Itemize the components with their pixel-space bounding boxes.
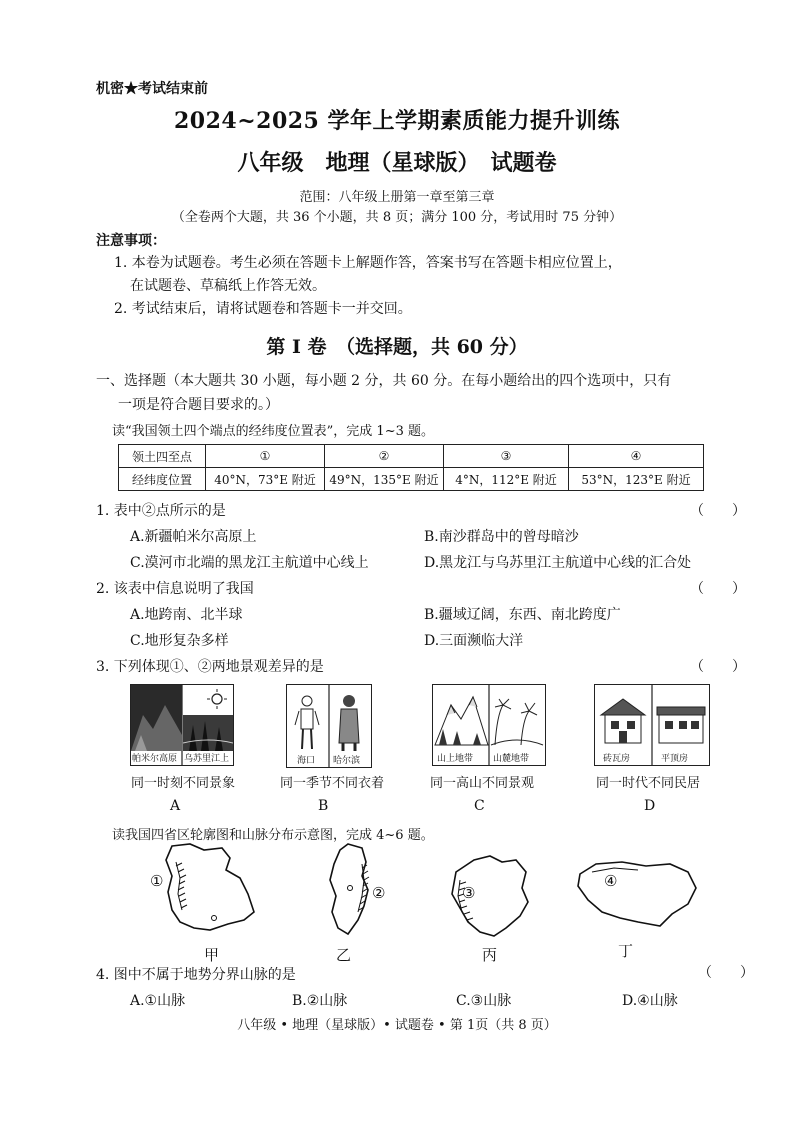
table-cell: 4°N，112°E 附近 xyxy=(444,468,569,491)
q3-stem: 3. 下列体现①、②两地景观差异的是 xyxy=(96,659,324,675)
q1-stem: 1. 表中②点所示的是 xyxy=(96,503,226,519)
scope: 范围：八年级上册第一章至第三章 xyxy=(299,190,495,205)
title-line1: 2024~2025 学年上学期素质能力提升训练 xyxy=(173,108,621,134)
map-jia-label: 甲 xyxy=(204,946,220,964)
table-header-row xyxy=(119,445,704,468)
table-header-cell: ② xyxy=(325,445,444,468)
q1-option-a: A.新疆帕米尔高原上 xyxy=(130,529,257,545)
q3-d-label-left: 砖瓦房 xyxy=(603,754,631,764)
q4-stem: 4. 图中不属于地势分界山脉的是 xyxy=(96,967,296,983)
q3-c-label-right: 山麓地带 xyxy=(493,754,530,764)
q2-option-b: B.疆域辽阔，东西、南北跨度广 xyxy=(424,607,621,623)
q1-answer-paren: （ ） xyxy=(690,503,746,519)
map-ding-label: 丁 xyxy=(618,942,634,960)
table-header-cell: ③ xyxy=(444,445,569,468)
q4-option-c: C.③山脉 xyxy=(456,993,512,1009)
q3-c-label-left: 山上地带 xyxy=(437,754,474,764)
q2-answer-paren: （ ） xyxy=(690,581,746,597)
q3-option-c-caption: 同一高山不同景观 xyxy=(430,776,535,791)
notes-heading: 注意事项： xyxy=(96,233,166,249)
note-1-line1: 1. 本卷为试题卷。考生必须在答题卡上解题作答，答案书写在答题卡相应位置上， xyxy=(114,255,622,271)
q4-option-b: B.②山脉 xyxy=(292,993,348,1009)
page-footer: 八年级 • 地理（星球版）• 试题卷 • 第 1页（共 8 页） xyxy=(237,1018,557,1033)
map-jia-outline xyxy=(150,840,260,950)
q3-b-label-right: 哈尔滨 xyxy=(333,756,361,766)
part1-title: 第 I 卷 （选择题，共 60 分） xyxy=(266,336,528,358)
table-cell: 40°N，73°E 附近 xyxy=(206,468,325,491)
read-instruction-1: 读“我国领土四个端点的经纬度位置表”，完成 1~3 题。 xyxy=(112,424,434,439)
section1-line1: 一、选择题（本大题共 30 小题，每小题 2 分，共 60 分。在每小题给出的四个选项中，只有 xyxy=(96,373,672,389)
table-row xyxy=(119,468,704,491)
table-cell: 49°N，135°E 附近 xyxy=(325,468,444,491)
title-line2: 八年级 地理（星球版） 试题卷 xyxy=(237,150,557,176)
map-bing-outline xyxy=(440,852,540,942)
q3-option-a-picture xyxy=(130,684,234,766)
q2-stem: 2. 该表中信息说明了我国 xyxy=(96,581,254,597)
q4-option-a: A.①山脉 xyxy=(130,993,186,1009)
q2-option-a: A.地跨南、北半球 xyxy=(130,607,243,623)
q2-option-c: C.地形复杂多样 xyxy=(130,633,229,649)
table-header-cell: ④ xyxy=(569,445,704,468)
q3-a-label-right: 乌苏里江上 xyxy=(184,754,230,764)
section1-line2: 一项是符合题目要求的。） xyxy=(118,397,279,413)
q1-option-d: D.黑龙江与乌苏里江主航道中心线的汇合处 xyxy=(424,555,692,571)
q3-option-d-letter: D xyxy=(644,798,656,814)
q3-option-b-picture xyxy=(286,684,372,768)
confidential-mark: 机密★考试结束前 xyxy=(96,81,208,97)
map-bing-number: ③ xyxy=(462,884,476,902)
table-header-cell: 领土四至点 xyxy=(119,445,206,468)
table-cell: 经纬度位置 xyxy=(119,468,206,491)
note-1-line2: 在试题卷、草稿纸上作答无效。 xyxy=(130,278,326,294)
q2-option-d: D.三面濒临大洋 xyxy=(424,633,524,649)
q1-option-b: B.南沙群岛中的曾母暗沙 xyxy=(424,529,579,545)
q3-option-b-caption: 同一季节不同衣着 xyxy=(280,776,385,791)
map-jia-number: ① xyxy=(150,872,164,890)
coordinate-table xyxy=(118,444,704,491)
read-instruction-2: 读我国四省区轮廓图和山脉分布示意图，完成 4~6 题。 xyxy=(112,828,434,843)
map-yi-label: 乙 xyxy=(336,946,352,964)
summary: （全卷两个大题，共 36 个小题，共 8 页；满分 100 分，考试用时 75 分钟） xyxy=(171,210,623,225)
map-bing-label: 丙 xyxy=(482,946,498,964)
map-ding-outline xyxy=(574,856,700,936)
q3-option-a-letter: A xyxy=(170,798,181,814)
q3-option-c-letter: C xyxy=(474,798,485,814)
q3-option-c-picture xyxy=(432,684,546,766)
table-cell: 53°N，123°E 附近 xyxy=(569,468,704,491)
q3-option-b-letter: B xyxy=(318,798,329,814)
q3-d-label-right: 平顶房 xyxy=(661,754,689,764)
map-yi-number: ② xyxy=(372,884,386,902)
q3-a-label-left: 帕米尔高原 xyxy=(132,754,178,764)
map-ding-number: ④ xyxy=(604,872,618,890)
q1-option-c: C.漠河市北端的黑龙江主航道中心线上 xyxy=(130,555,369,571)
table-header-cell: ① xyxy=(206,445,325,468)
q4-option-d: D.④山脉 xyxy=(622,993,678,1009)
q3-answer-paren: （ ） xyxy=(690,659,746,675)
q3-option-d-caption: 同一时代不同民居 xyxy=(596,776,701,791)
q3-option-a-caption: 同一时刻不同景象 xyxy=(131,776,236,791)
q4-answer-paren: （ ） xyxy=(698,965,754,981)
note-2: 2. 考试结束后，请将试题卷和答题卡一并交回。 xyxy=(114,301,412,317)
q3-b-label-left: 海口 xyxy=(297,756,316,766)
q3-option-d-picture xyxy=(594,684,710,766)
